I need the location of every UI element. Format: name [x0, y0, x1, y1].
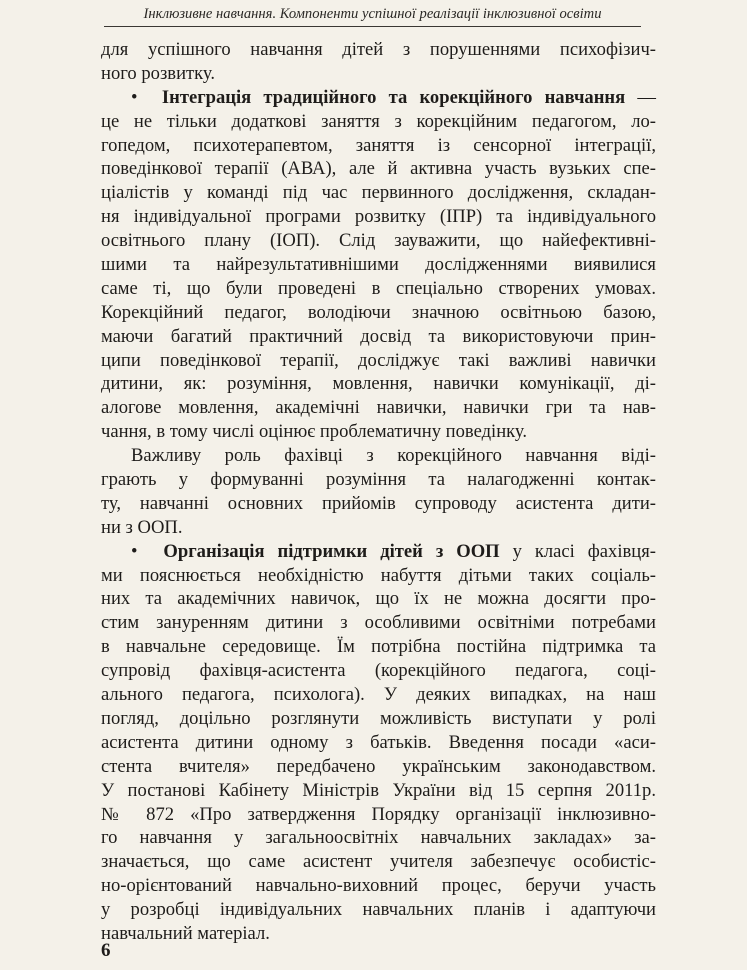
- bullet-first-line: [101, 540, 656, 564]
- text-line: для успішного навчання дітей з порушеннями психофізич-: [101, 39, 656, 60]
- text-line: но-орієнтований навчально-виховний процес, беручи участь: [101, 875, 656, 897]
- bullet-first-line: [101, 86, 656, 110]
- page-body: [101, 38, 656, 946]
- bold-lead-term: Інтеграція традиційного та корекційного навчання: [161, 86, 626, 108]
- text-line: ми пояснюється необхідністю набуття дітьми таких соціаль-: [101, 564, 656, 586]
- lead-rest: у класі фахівця-: [499, 540, 656, 562]
- lead-rest: —: [625, 86, 656, 108]
- bullet-icon: •: [131, 86, 138, 108]
- text-line: ного розвитку.: [101, 62, 216, 84]
- text-line: гопедом, психотерапевтом, заняття із сенсорної інтеграції,: [101, 134, 656, 156]
- text-line: ту, навчанні основних прийомів супроводу асистента дити-: [101, 492, 656, 514]
- text-line: поведінкової терапії (АВА), але й активна участь вузьких спе-: [101, 158, 656, 180]
- text-line: стента вчителя» передбачено українським законодавством.: [101, 755, 656, 777]
- text-line: це не тільки додаткові заняття з корекційним педагогом, ло-: [101, 110, 656, 132]
- text-line: ни з ООП.: [101, 516, 183, 538]
- bold-lead-term: Організація підтримки дітей з ООП: [163, 540, 500, 562]
- text-line: грають у формуванні розуміння та налагодженні контак-: [101, 469, 656, 491]
- text-line: маючи багатий практичний досвід та використовуючи прин-: [101, 325, 656, 347]
- text-line: саме ті, що були проведені в спеціально створених умовах.: [101, 277, 656, 299]
- page-number: 6: [101, 940, 111, 961]
- running-header: [104, 4, 641, 27]
- text-line: у розробці індивідуальних навчальних планів і адаптуючи: [101, 899, 656, 921]
- text-line: ня індивідуальної програми розвитку (ІПР) та індивідуального: [101, 206, 656, 228]
- bullet-icon: •: [131, 540, 138, 562]
- text-line: го навчання у загальноосвітніх навчальних закладах» за-: [101, 827, 656, 849]
- text-line: ципи поведінкової терапії, досліджує такі важливі навички: [101, 349, 656, 371]
- text-line: чання, в тому числі оцінює проблематичну поведінку.: [101, 421, 528, 443]
- text-line: ального педагога, психолога). У деяких випадках, на наш: [101, 684, 656, 706]
- paragraph-continuation: [101, 38, 656, 86]
- text-line: Важливу роль фахівці з корекційного навчання віді-: [131, 445, 656, 467]
- text-line: асистента дитини одному з батьків. Введення посади «аси-: [101, 731, 656, 753]
- text-line: № 872 «Про затвердження Порядку організації інклюзивно-: [101, 803, 656, 825]
- text-line: дитини, як: розуміння, мовлення, навички комунікації, ді-: [101, 373, 656, 395]
- running-title: Інклюзивне навчання. Компоненти успішної реалізації інклюзивної освіти: [143, 6, 602, 22]
- paragraph-specialists-role: [101, 444, 656, 540]
- text-line: ціалістів у команді під час первинного дослідження, складан-: [101, 182, 656, 204]
- text-line: освітнього плану (ІОП). Слід зауважити, що найефективні-: [101, 230, 656, 252]
- text-line: шими та найрезультативнішими дослідженнями виявилися: [101, 254, 656, 276]
- text-line: алогове мовлення, академічні навички, навички гри та нав-: [101, 397, 656, 419]
- text-line: супровід фахівця-асистента (корекційного педагога, соці-: [101, 660, 656, 682]
- text-line: них та академічних навичок, що їх не можна досягти про-: [101, 588, 656, 610]
- bullet-paragraph-support: [101, 540, 656, 946]
- text-line: Корекційний педагог, володіючи значною освітньою базою,: [101, 301, 656, 323]
- text-line: стим зануренням дитини з особливими освітніми потребами: [101, 612, 656, 634]
- text-line: погляд, доцільно розглянути можливість виступати у ролі: [101, 707, 656, 729]
- text-line: У постанові Кабінету Міністрів України від 15 серпня 2011р.: [101, 779, 656, 801]
- text-line: в навчальне середовище. Їм потрібна постійна підтримка та: [101, 636, 656, 658]
- bullet-paragraph-integration: [101, 86, 656, 444]
- text-line: навчальний матеріал.: [101, 922, 270, 944]
- text-line: значається, що саме асистент учителя забезпечує особистіс-: [101, 851, 656, 873]
